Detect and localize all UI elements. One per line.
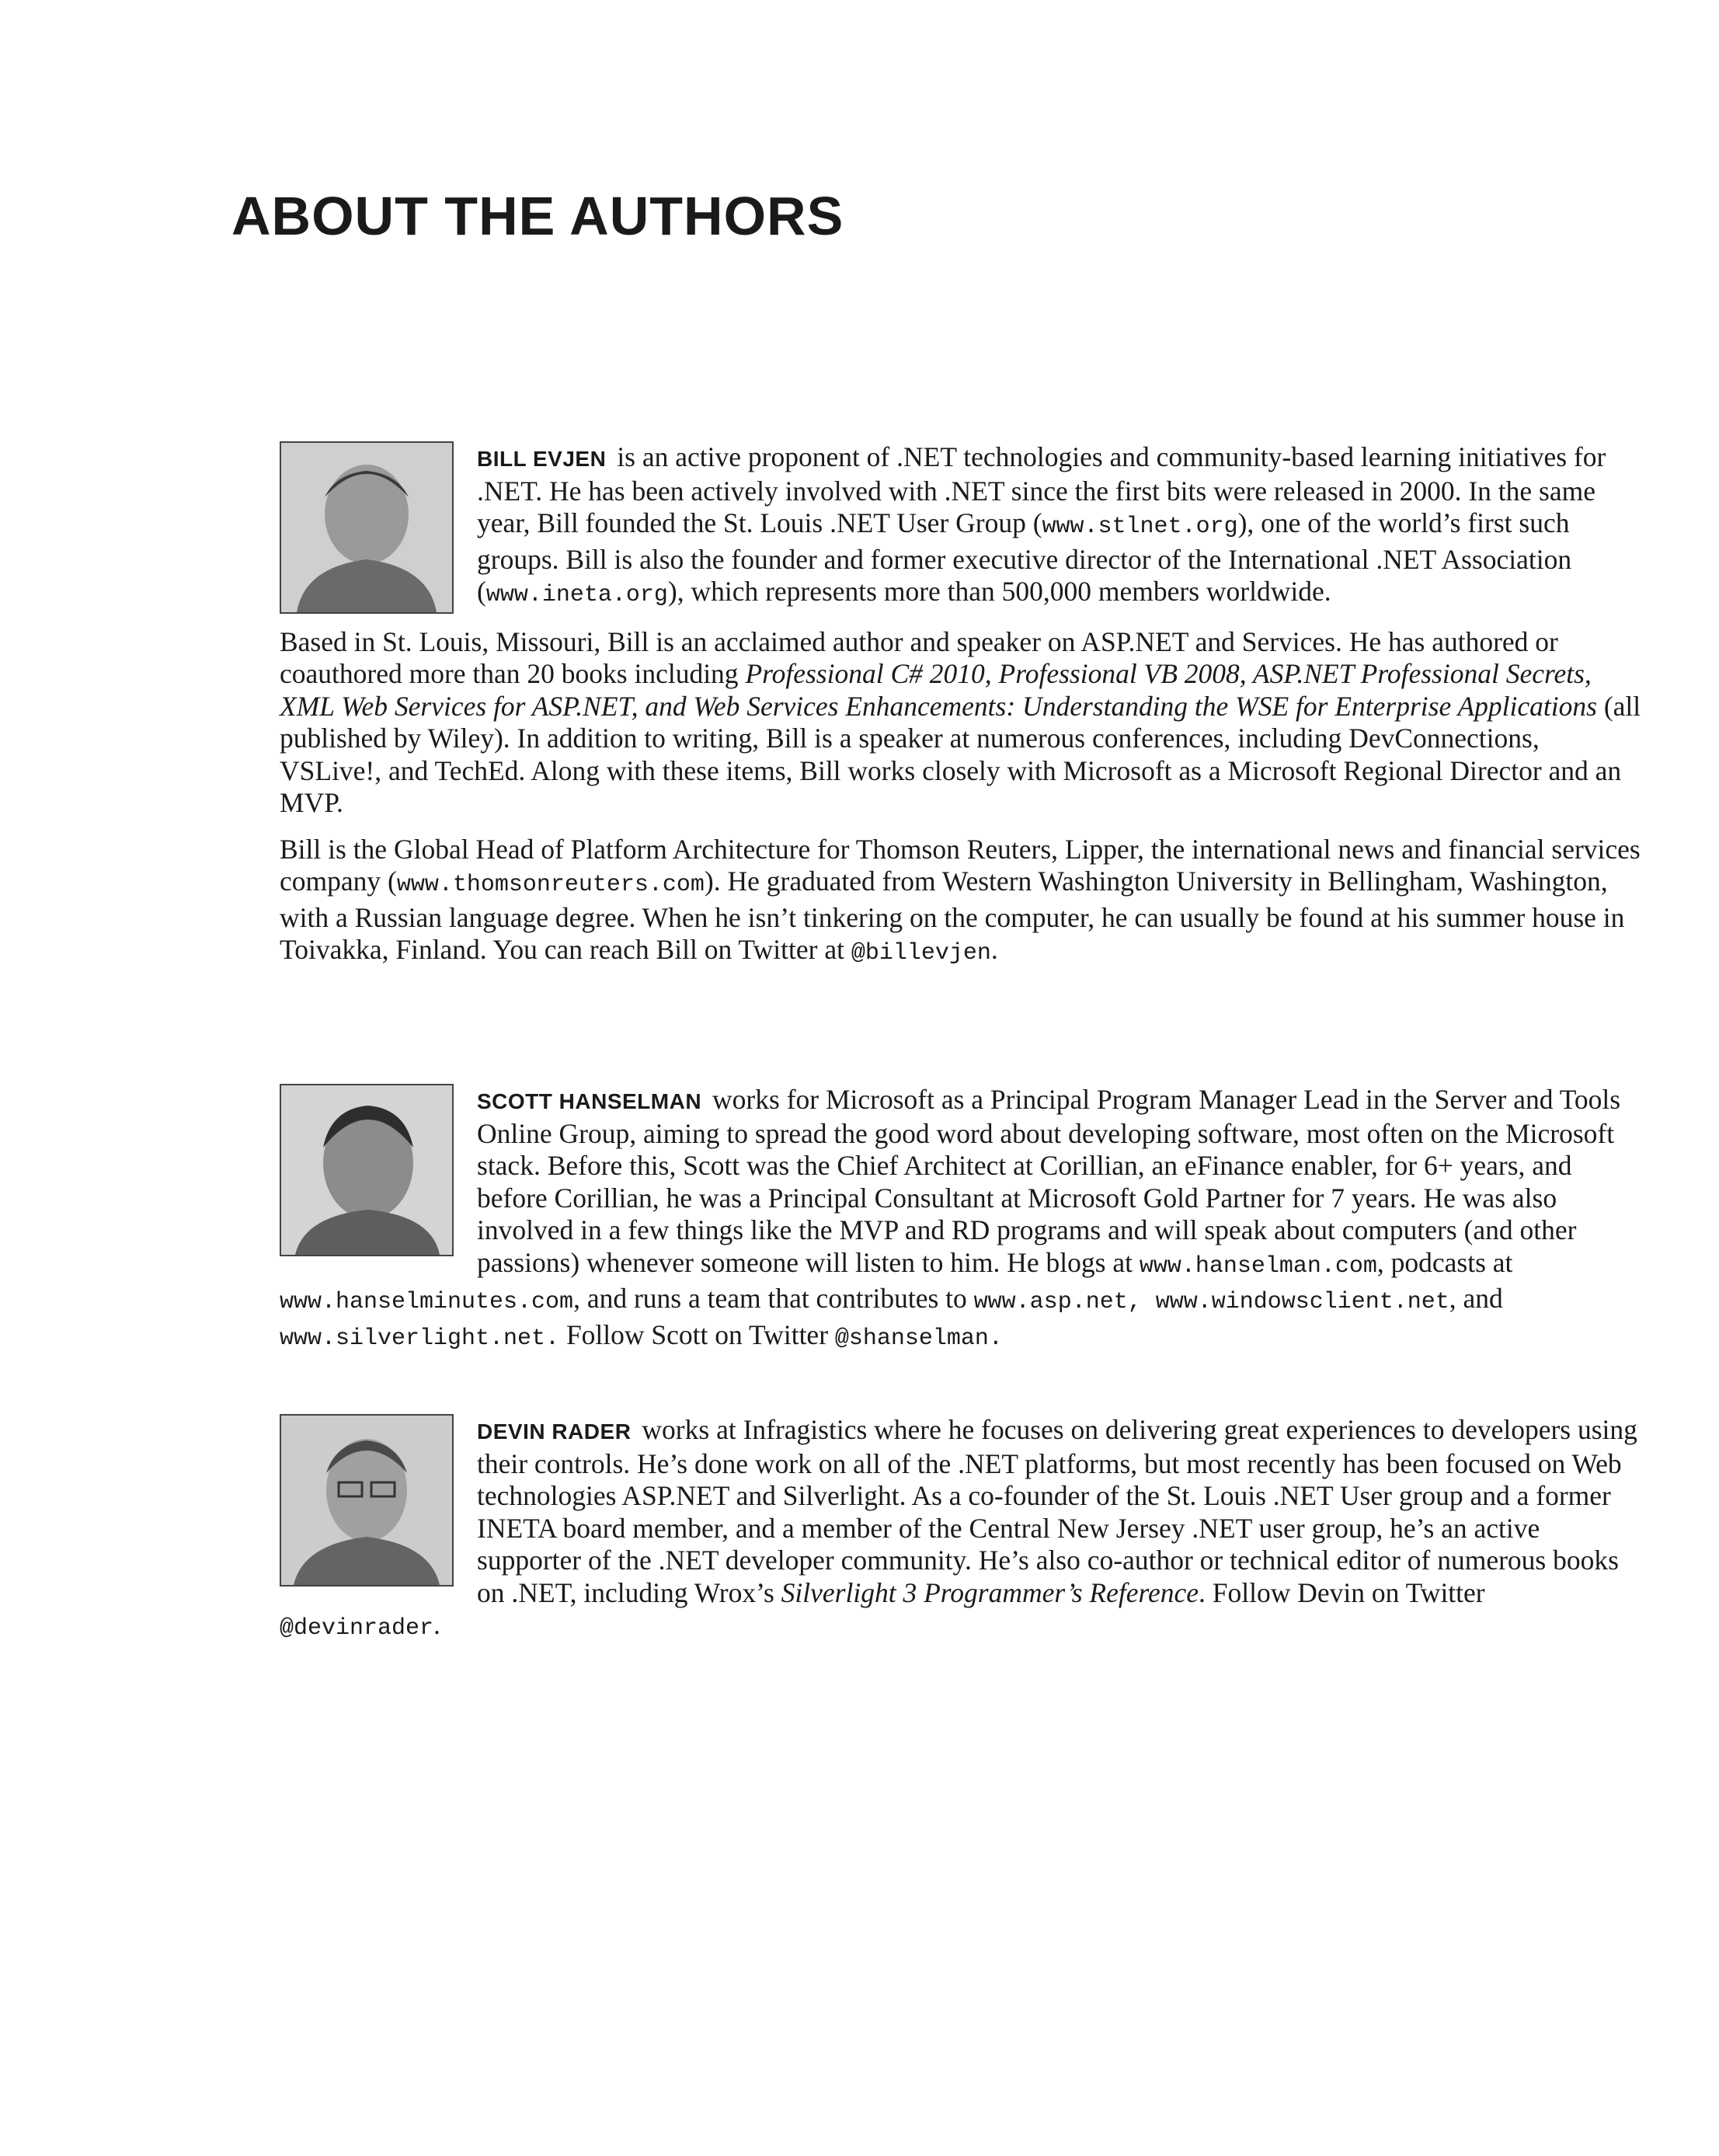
author-name: SCOTT HANSELMAN [477, 1089, 702, 1113]
link-text: www.hanselman.com [1139, 1252, 1377, 1280]
bio-text: , and runs a team that contributes to [573, 1283, 974, 1314]
bio-text: ). He graduated from Western Washington University in Bellingham, Washington, with a Russian language degree. When he isn’t tinkering on the computer, he can usually be found at his summer house in Toivakka, Finland. You can reach Bill on Twitter at [280, 866, 1625, 965]
bio-text: Bill is the Global Head of Platform Architecture for Thomson Reuters, Lipper, the international news and financial services company ( [280, 833, 1641, 897]
bio-paragraph [280, 834, 1647, 970]
bio-text: is an active proponent of .NET technologies and community-based learning initiatives for .NET. He has been actively involved with .NET since the first bits were released in 2000. In the same year, Bill founded the St. Louis .NET User Group ( [477, 441, 1606, 538]
bio-paragraph [280, 626, 1647, 820]
link-text: www.stlnet.org [1042, 514, 1238, 540]
bio-text: (all published by Wiley). In addition to writing, Bill is a speaker at numerous conferences, including DevConnections, VSLive!, and TechEd. Along with these items, Bill works closely with Microsoft as a Microsoft Regional Director and an MVP. [280, 690, 1641, 818]
bio-paragraph [280, 1414, 1647, 1646]
author-photo [280, 1414, 454, 1587]
bio-text: Based in St. Louis, Missouri, Bill is an acclaimed author and speaker on ASP.NET and Services. He has authored or coauthored more than 20 books including [280, 625, 1558, 689]
bio-text: . [990, 934, 998, 965]
bio-paragraph [280, 1084, 1647, 1355]
link-text: www.asp.net, www.windowsclient.net [973, 1289, 1449, 1315]
author-name: DEVIN RADER [477, 1419, 632, 1444]
bio-text: , podcasts at [1376, 1246, 1513, 1278]
link-text: www.ineta.org [485, 582, 668, 608]
author-photo [280, 441, 454, 614]
author-bio-devin-rader [280, 1414, 1647, 1660]
page-title: ABOUT THE AUTHORS [231, 186, 844, 246]
bio-text: ), which represents more than 500,000 members worldwide. [667, 576, 1331, 607]
bio-text: , and [1449, 1283, 1503, 1314]
author-bio-scott-hanselman [280, 1084, 1647, 1369]
link-text: @shanselman. [834, 1325, 1003, 1352]
book-title: Professional C# 2010, Professional VB 2008, ASP.NET Professional Secrets, XML Web Services for ASP.NET, and Web Services Enhancements: Understanding the WSE for Enterprise Applications [280, 658, 1597, 722]
author-photo [280, 1084, 454, 1256]
link-text: @billevjen [851, 940, 991, 967]
bio-text: . Follow Devin on Twitter [1199, 1576, 1485, 1608]
bio-text: ), one of the world’s first such groups. Bill is also the founder and former executive director of the International .NET Association ( [477, 507, 1572, 607]
portrait-icon [281, 1085, 452, 1255]
bio-text: works at Infragistics where he focuses on delivering great experiences to developers using their controls. He’s done work on all of the .NET platforms, but most recently has been focused on Web technologies ASP.NET and Silverlight. As a co-founder of the St. Louis .NET User group and a former INETA board member, and a member of the Central New Jersey .NET user group, he’s an active supporter of the .NET developer community. He’s also co-author or technical editor of numerous books on .NET, including Wrox’s [477, 1414, 1637, 1608]
bio-text: Follow Scott on Twitter [559, 1318, 835, 1350]
author-name: BILL EVJEN [477, 447, 607, 471]
bio-text: . [433, 1609, 440, 1640]
author-bio-bill-evjen [280, 441, 1647, 984]
bio-text: works for Microsoft as a Principal Program Manager Lead in the Server and Tools Online Group, aiming to spread the good word about developing software, most often on the Microsoft stack. Before this, Scott was the Chief Architect at Corillian, an eFinance enabler, for 6+ years, and before Corillian, he was a Principal Consultant at Microsoft Gold Partner for 7 years. He was also involved in a few things like the MVP and RD programs and will speak about computers (and other passions) whenever someone will listen to him. He blogs at [477, 1084, 1621, 1278]
bio-paragraph [280, 441, 1647, 612]
portrait-icon [281, 443, 452, 612]
portrait-icon [281, 1416, 452, 1585]
book-title: Silverlight 3 Programmer’s Reference [781, 1576, 1199, 1608]
link-text: @devinrader [280, 1615, 434, 1642]
link-text: www.hanselminutes.com [280, 1289, 574, 1315]
link-text: www.thomsonreuters.com [396, 872, 705, 898]
link-text: www.silverlight.net. [280, 1325, 560, 1352]
